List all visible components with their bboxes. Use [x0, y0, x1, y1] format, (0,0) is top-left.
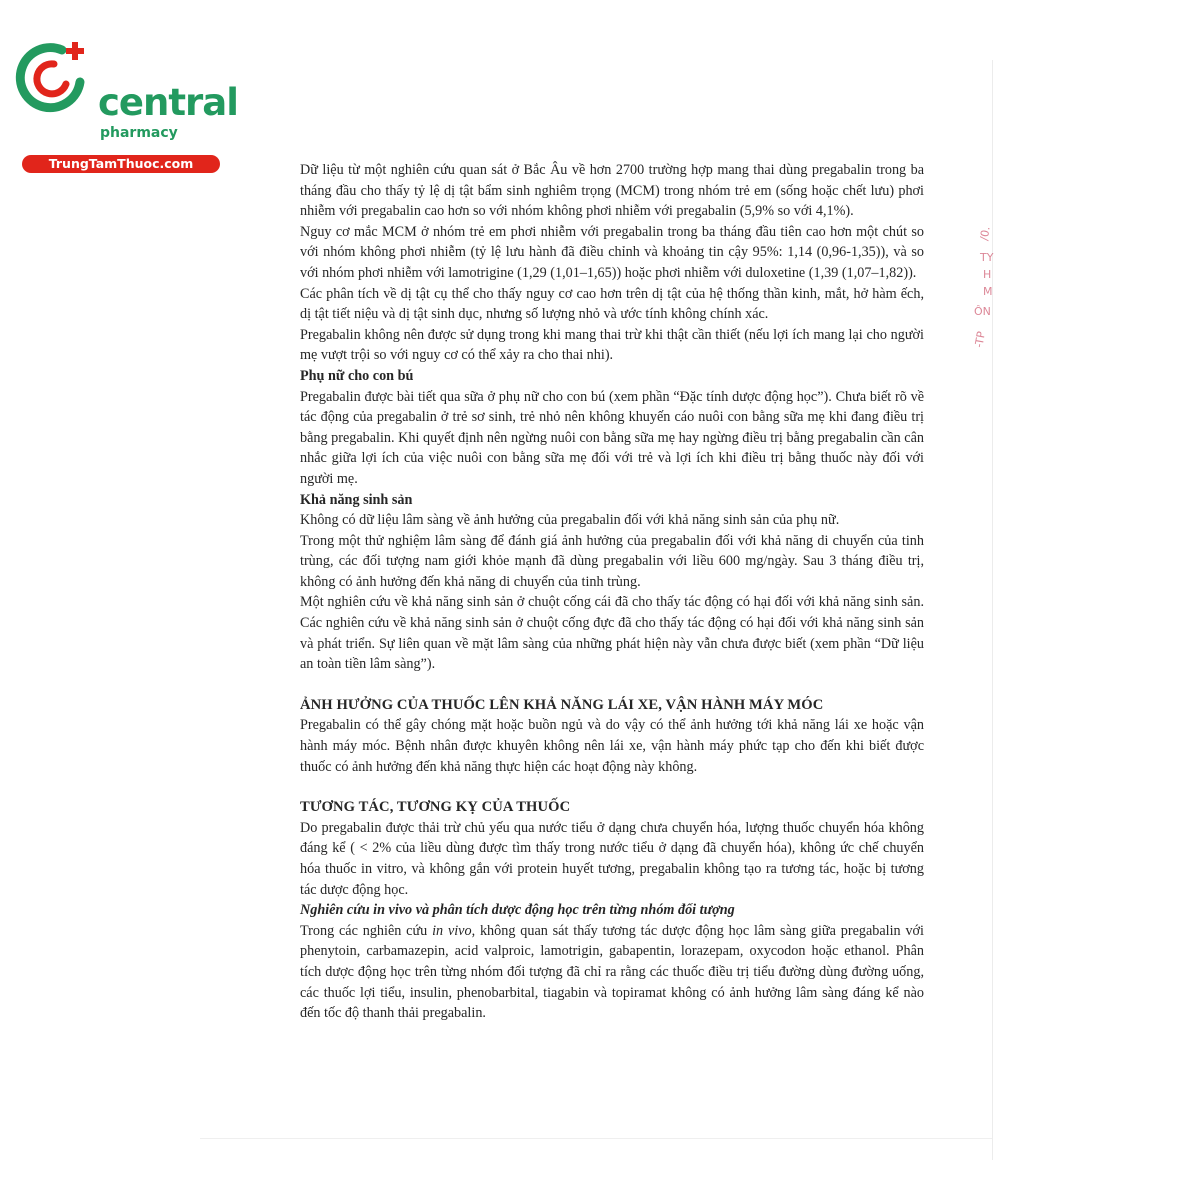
paragraph: Một nghiên cứu về khả năng sinh sản ở chuột cống cái đã cho thấy tác động có hại đối với khả năng sinh sản. Các nghiên cứu về khả năng sinh sản ở chuột cống đực đã cho thấy tác động có hại đối với khả năng sinh sản và phát triển. Sự liên quan về mặt lâm sàng của những phát hiện này vẫn chưa được biết (xem phần “Dữ liệu an toàn tiền lâm sàng”).	[300, 594, 924, 673]
stamp-text: ÔN	[974, 305, 991, 318]
text-run: Trong các nghiên cứu	[300, 922, 433, 939]
text-run: , không quan sát thấy tương tác dược động học lâm sàng giữa pregabalin với phenytoin, carbamazepin, acid valproic, lamotrigin, gabapentin, lorazepam, oxycodon hoặc ethanol. Phân tích dược động học trên từng nhóm đối tượng đã chỉ ra rằng các thuốc điều trị tiểu đường dùng đường uống, các thuốc lợi tiểu, insulin, phenobarbital, tiagabin và topiramat không có ảnh hưởng lâm sàng đáng kể nào đến tốc độ thanh thải pregabalin.	[300, 922, 924, 1022]
logo-name: central	[98, 81, 238, 124]
pharmacy-cross-icon	[10, 38, 94, 122]
subheading-fertility: Khả năng sinh sản	[300, 491, 413, 508]
paragraph	[300, 921, 924, 1024]
document-body	[300, 160, 924, 1024]
paragraph: Do pregabalin được thải trừ chủ yếu qua nước tiểu ở dạng chưa chuyển hóa, lượng thuốc chuyển hóa không đáng kể ( < 2% của liều dùng được tìm thấy trong nước tiểu ở dạng đã chuyển hóa), không ức chế chuyển hóa thuốc in vitro, và không gắn với protein huyết tương, pregabalin không tạo ra tương tác, hoặc bị tương tác dược động học.	[300, 819, 924, 898]
paragraph: Trong một thử nghiệm lâm sàng để đánh giá ảnh hưởng của pregabalin đối với khả năng di chuyển của tinh trùng, các đối tượng nam giới khỏe mạnh đã dùng pregabalin với liều 600 mg/ngày. Sau 3 tháng điều trị, không có ảnh hưởng đến khả năng di chuyển của tinh trùng.	[300, 532, 924, 590]
paragraph: Không có dữ liệu lâm sàng về ảnh hưởng của pregabalin đối với khả năng sinh sản của phụ nữ.	[300, 512, 840, 529]
stamp-text: -TP	[972, 330, 988, 349]
paragraph: Pregabalin không nên được sử dụng trong khi mang thai trừ khi thật cần thiết (nếu lợi ích mang lại cho người mẹ vượt trội so với nguy cơ có thể xảy ra cho thai nhi).	[300, 326, 924, 364]
stamp-text: TY	[980, 251, 994, 264]
logo-subtitle: pharmacy	[100, 125, 178, 141]
stamp-fragment	[966, 222, 1000, 362]
italic-term: in vivo	[432, 922, 472, 939]
subheading-breastfeeding: Phụ nữ cho con bú	[300, 367, 414, 384]
paragraph: Nguy cơ mắc MCM ở nhóm trẻ em phơi nhiễm với pregabalin trong ba tháng đầu tiên cao hơn một chút so với nhóm không phơi nhiễm (tỷ lệ lưu hành đã điều chỉnh và khoảng tin cậy 95%: 1,14 (0,96-1,35)), và so với nhóm phơi nhiễm với lamotrigine (1,29 (1,01–1,65)) hoặc phơi nhiễm với duloxetine (1,39 (1,07–1,82)).	[300, 223, 924, 281]
section-heading-interactions: TƯƠNG TÁC, TƯƠNG KỴ CỦA THUỐC	[300, 799, 571, 816]
paragraph: Pregabalin được bài tiết qua sữa ở phụ nữ cho con bú (xem phần “Đặc tính dược động học”). Chưa biết rõ về tác động của pregabalin ở trẻ sơ sinh, trẻ nhỏ nên không khuyến cáo nuôi con bằng sữa mẹ khi đang điều trị bằng pregabalin. Khi quyết định nên ngừng nuôi con bằng sữa mẹ hay ngừng điều trị bằng pregabalin cần cân nhắc giữa lợi ích của việc nuôi con bằng sữa mẹ đối với trẻ và lợi ích khi điều trị bằng thuốc này đối với người mẹ.	[300, 388, 924, 487]
stamp-text: H	[983, 268, 992, 281]
paragraph: Dữ liệu từ một nghiên cứu quan sát ở Bắc Âu về hơn 2700 trường hợp mang thai dùng pregabalin trong ba tháng đầu cho thấy tỷ lệ dị tật bẩm sinh nghiêm trọng (MCM) trong nhóm trẻ em (sống hoặc chết lưu) phơi nhiễm với pregabalin cao hơn so với nhóm không phơi nhiễm với pregabalin (5,9% so với 4,1%).	[300, 162, 924, 220]
stamp-text: /0.	[977, 225, 993, 242]
logo-banner: TrungTamThuoc.com	[22, 155, 220, 173]
section-heading-driving: ẢNH HƯỞNG CỦA THUỐC LÊN KHẢ NĂNG LÁI XE, VẬN HÀNH MÁY MÓC	[300, 696, 824, 713]
central-pharmacy-logo[interactable]	[10, 38, 238, 171]
paragraph: Các phân tích về dị tật cụ thể cho thấy nguy cơ cao hơn trên dị tật của hệ thống thần kinh, mắt, hở hàm ếch, dị tật tiết niệu và dị tật sinh dục, nhưng số lượng nhỏ và ước tính không chính xác.	[300, 285, 924, 323]
stamp-text: M	[983, 285, 993, 298]
subheading-in-vivo: Nghiên cứu in vivo và phân tích dược động học trên từng nhóm đối tượng	[300, 902, 735, 919]
scan-edge-bottom	[200, 1138, 992, 1139]
paragraph: Pregabalin có thể gây chóng mặt hoặc buồn ngủ và do vậy có thể ảnh hưởng tới khả năng lái xe hoặc vận hành máy móc. Bệnh nhân được khuyên không nên lái xe, vận hành máy phức tạp cho đến khi biết được thuốc có ảnh hưởng đến khả năng thực hiện các hoạt động này không.	[300, 717, 924, 775]
